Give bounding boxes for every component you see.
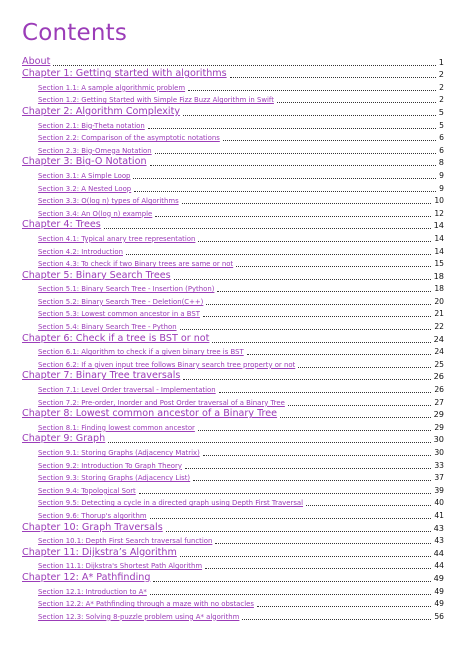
dot-leader <box>215 543 431 544</box>
toc-page-number: 2 <box>439 82 444 92</box>
toc-chapter-entry[interactable] <box>0 105 474 118</box>
toc-entry-link[interactable]: Section 9.4: Topological Sort <box>38 486 136 495</box>
toc-chapter-entry[interactable] <box>0 571 474 584</box>
toc-page-number: 37 <box>434 473 444 483</box>
toc-entry-link[interactable]: Section 7.1: Level Order traversal - Implementation <box>38 386 216 395</box>
toc-page-number: 43 <box>433 522 444 533</box>
toc-page-number: 20 <box>434 296 444 306</box>
toc-entry-link[interactable]: Chapter 8: Lowest common ancestor of a Binary Tree <box>22 408 278 420</box>
dot-leader <box>280 417 430 418</box>
toc-chapter-entry[interactable] <box>0 68 474 81</box>
toc-entry-link[interactable]: Chapter 11: Dijkstra’s Algorithm <box>22 546 177 558</box>
toc-chapter-entry[interactable] <box>0 433 474 446</box>
toc-page-number: 15 <box>434 259 444 269</box>
dot-leader <box>185 468 431 469</box>
dot-leader <box>298 367 431 368</box>
toc-page-number: 49 <box>434 599 444 609</box>
dot-leader <box>230 77 436 78</box>
toc-page-number: 39 <box>434 485 444 495</box>
page-title: Contents <box>22 20 128 46</box>
toc-section-entry[interactable] <box>0 257 474 270</box>
toc-page-number: 26 <box>433 371 444 382</box>
toc-entry-link[interactable]: Chapter 2: Algorithm Complexity <box>22 105 181 117</box>
dot-leader <box>148 128 436 129</box>
dot-leader <box>182 203 432 204</box>
toc-section-entry[interactable] <box>0 496 474 509</box>
toc-section-entry[interactable] <box>0 559 474 572</box>
dot-leader <box>134 191 436 192</box>
toc-page-number: 6 <box>439 133 444 143</box>
toc-section-entry[interactable] <box>0 206 474 219</box>
toc-section-entry[interactable] <box>0 357 474 370</box>
toc-entry-link[interactable]: Chapter 7: Binary Tree traversals <box>22 370 181 382</box>
toc-page-number: 18 <box>433 270 444 281</box>
dot-leader <box>139 493 432 494</box>
dot-leader <box>150 518 432 519</box>
toc-page-number: 21 <box>434 309 444 319</box>
toc-chapter-entry[interactable] <box>0 269 474 282</box>
toc-page-number: 56 <box>434 611 444 621</box>
toc-entry-link[interactable]: Chapter 10: Graph Traversals <box>22 521 163 533</box>
toc-section-entry[interactable] <box>0 445 474 458</box>
toc-entry-link[interactable]: Chapter 12: A* Pathfinding <box>22 571 151 583</box>
toc-entry-link[interactable]: Section 10.1: Depth First Search traversal function <box>38 537 213 546</box>
toc-page-number: 30 <box>434 448 444 457</box>
toc-section-entry[interactable] <box>0 231 474 244</box>
toc-page-number: 33 <box>434 460 444 470</box>
toc-page-number: 8 <box>438 157 444 168</box>
dot-leader <box>174 279 431 280</box>
dot-leader <box>108 442 430 443</box>
dot-leader <box>217 291 431 292</box>
toc-page-number: 44 <box>434 561 444 571</box>
toc-section-entry[interactable] <box>0 93 474 106</box>
toc-entry-link[interactable]: Section 3.1: A Simple Loop <box>38 171 131 180</box>
toc-section-entry[interactable] <box>0 80 474 93</box>
toc-page-number: 14 <box>434 233 444 243</box>
toc-page-number: 14 <box>433 220 444 231</box>
toc-section-entry[interactable] <box>0 395 474 408</box>
dot-leader <box>53 65 435 66</box>
toc-page-number: 9 <box>439 183 444 193</box>
toc-entry-link[interactable]: Chapter 1: Getting started with algorithms <box>22 68 227 80</box>
toc-page-number: 14 <box>434 246 444 256</box>
dot-leader <box>166 531 431 532</box>
toc-chapter-entry[interactable] <box>0 156 474 169</box>
toc-page-number: 10 <box>434 196 444 206</box>
toc-section-entry[interactable] <box>0 584 474 597</box>
dot-leader <box>203 316 431 317</box>
toc-entry-link[interactable]: Section 4.3: To check if two Binary trees are same or not <box>38 260 234 269</box>
toc-entry-link[interactable]: Section 2.2: Comparison of the asymptotic notations <box>38 134 220 143</box>
toc-chapter-entry[interactable] <box>0 55 474 68</box>
toc-page-number: 18 <box>434 284 444 294</box>
toc-entry-link[interactable]: Chapter 4: Trees <box>22 219 101 231</box>
toc-entry-link[interactable]: Section 2.3: Big-Omega Notation <box>38 146 152 155</box>
toc-page-number: 24 <box>434 347 444 357</box>
toc-entry-link[interactable]: Section 5.1: Binary Search Tree - Insertion (Python) <box>38 285 215 294</box>
toc-entry-link[interactable]: Chapter 9: Graph <box>22 433 106 445</box>
toc-entry-link[interactable]: Section 9.6: Thorup's algorithm <box>38 511 147 520</box>
toc-entry-link[interactable]: Section 3.2: A Nested Loop <box>38 184 132 193</box>
toc-section-entry[interactable] <box>0 319 474 332</box>
dot-leader <box>188 90 436 91</box>
toc-page-number: 27 <box>434 397 444 407</box>
toc-entry-link[interactable]: Section 3.4: An O(log n) example <box>38 209 153 218</box>
toc-page-number: 6 <box>439 145 444 155</box>
dot-leader <box>205 568 431 569</box>
toc-section-entry[interactable] <box>0 508 474 521</box>
toc-entry-link[interactable]: Section 5.2: Binary Search Tree - Deletion(C++) <box>38 297 204 306</box>
dot-leader <box>104 228 431 229</box>
toc-section-entry[interactable] <box>0 534 474 547</box>
toc-page-number: 30 <box>433 434 444 445</box>
toc-section-entry[interactable] <box>0 345 474 358</box>
toc-section-entry[interactable] <box>0 118 474 131</box>
dot-leader <box>257 606 431 607</box>
toc-section-entry[interactable] <box>0 294 474 307</box>
toc-section-entry[interactable] <box>0 194 474 207</box>
toc-page-number: 2 <box>438 69 444 80</box>
dot-leader <box>247 354 432 355</box>
toc-entry-link[interactable]: Section 12.1: Introduction to A* <box>38 587 147 596</box>
toc-section-entry[interactable] <box>0 131 474 144</box>
toc-page-number: 2 <box>439 95 444 105</box>
toc-page-number: 29 <box>433 409 444 420</box>
toc-section-entry[interactable] <box>0 168 474 181</box>
dot-leader <box>150 594 431 595</box>
dot-leader <box>236 266 431 267</box>
toc-entry-link[interactable]: Section 8.1: Finding lowest common ancestor <box>38 423 195 432</box>
toc-page-number: 22 <box>434 322 444 332</box>
dot-leader <box>206 304 431 305</box>
toc-entry-link[interactable]: Section 5.3: Lowest common ancestor in a BST <box>38 310 200 319</box>
dot-leader <box>155 153 437 154</box>
toc-entry-link[interactable]: Section 9.2: Introduction To Graph Theory <box>38 461 182 470</box>
toc-chapter-entry[interactable] <box>0 521 474 534</box>
toc-section-entry[interactable] <box>0 307 474 320</box>
dot-leader <box>180 329 432 330</box>
toc-page-number: 49 <box>433 572 444 583</box>
toc-page-number: 9 <box>439 170 444 180</box>
toc-entry-link[interactable]: Section 12.3: Solving 8-puzzle problem using A* algorithm <box>38 612 240 621</box>
toc-entry-link[interactable]: Section 1.2: Getting Started with Simple Fizz Buzz Algorithm in Swift <box>38 96 274 105</box>
toc-chapter-entry[interactable] <box>0 332 474 345</box>
toc-page-number: 29 <box>434 422 444 432</box>
toc-section-entry[interactable] <box>0 181 474 194</box>
toc-entry-link[interactable]: About <box>22 55 51 67</box>
toc-entry-link[interactable]: Section 9.3: Storing Graphs (Adjacency List) <box>38 474 191 483</box>
toc-entry-link[interactable]: Section 7.2: Pre-order, Inorder and Post Order traversal of a Binary Tree <box>38 398 285 407</box>
toc-entry-link[interactable]: Chapter 6: Check if a tree is BST or not <box>22 332 210 344</box>
toc-section-entry[interactable] <box>0 143 474 156</box>
dot-leader <box>223 140 436 141</box>
toc-page-number: 44 <box>433 547 444 558</box>
dot-leader <box>242 619 431 620</box>
toc-section-entry[interactable] <box>0 282 474 295</box>
toc-page-number: 24 <box>433 333 444 344</box>
toc-entry-link[interactable]: Section 1.1: A sample algorithmic problem <box>38 83 186 92</box>
dot-leader <box>277 102 436 103</box>
toc-section-entry[interactable] <box>0 609 474 622</box>
toc-entry-link[interactable]: Section 6.1: Algorithm to check if a given binary tree is BST <box>38 348 244 357</box>
toc-entry-link[interactable]: Section 9.1: Storing Graphs (Adjacency Matrix) <box>38 449 200 457</box>
toc-entry-link[interactable]: Section 2.1: Big-Theta notation <box>38 121 145 130</box>
toc-entry-link[interactable]: Section 5.4: Binary Search Tree - Python <box>38 323 177 332</box>
toc-section-entry[interactable] <box>0 382 474 395</box>
toc-entry-link[interactable]: Section 4.1: Typical anary tree representation <box>38 234 196 243</box>
toc-section-entry[interactable] <box>0 420 474 433</box>
toc-chapter-entry[interactable] <box>0 219 474 232</box>
toc-entry-link[interactable]: Chapter 3: Big-O Notation <box>22 156 147 168</box>
dot-leader <box>180 556 431 557</box>
dot-leader <box>203 455 432 456</box>
toc-section-entry[interactable] <box>0 458 474 471</box>
toc-entry-link[interactable]: Section 6.2: If a given input tree follows Binary search tree property or not <box>38 360 296 369</box>
toc-entry-link[interactable]: Section 9.5: Detecting a cycle in a directed graph using Depth First Traversal <box>38 499 304 508</box>
toc-page-number: 26 <box>434 385 444 395</box>
toc-section-entry[interactable] <box>0 244 474 257</box>
toc-section-entry[interactable] <box>0 471 474 484</box>
toc-page-number: 5 <box>439 120 444 130</box>
toc-section-entry[interactable] <box>0 483 474 496</box>
toc-entry-link[interactable]: Section 3.3: O(log n) types of Algorithms <box>38 197 179 206</box>
toc-entry-link[interactable]: Section 4.2: Introduction <box>38 247 123 256</box>
toc-chapter-entry[interactable] <box>0 546 474 559</box>
dot-leader <box>306 505 431 506</box>
toc-page-number: 12 <box>434 208 444 218</box>
dot-leader <box>126 254 431 255</box>
toc-entry-link[interactable]: Section 12.2: A* Pathfinding through a maze with no obstacles <box>38 600 254 609</box>
dot-leader <box>183 115 436 116</box>
toc-page-number: 1 <box>438 56 444 67</box>
dot-leader <box>155 216 431 217</box>
toc-section-entry[interactable] <box>0 597 474 610</box>
dot-leader <box>193 480 431 481</box>
table-of-contents <box>0 55 474 622</box>
dot-leader <box>183 379 430 380</box>
toc-entry-link[interactable]: Section 11.1: Dijkstra's Shortest Path Algorithm <box>38 562 203 571</box>
toc-entry-link[interactable]: Chapter 5: Binary Search Trees <box>22 269 171 281</box>
toc-page-number: 5 <box>438 106 444 117</box>
toc-page-number: 40 <box>434 498 444 508</box>
toc-chapter-entry[interactable] <box>0 408 474 421</box>
toc-page-number: 25 <box>434 359 444 369</box>
dot-leader <box>153 581 430 582</box>
dot-leader <box>219 392 432 393</box>
dot-leader <box>150 165 436 166</box>
dot-leader <box>198 241 431 242</box>
dot-leader <box>288 405 431 406</box>
toc-page-number: 49 <box>434 586 444 596</box>
dot-leader <box>212 342 430 343</box>
dot-leader <box>133 178 436 179</box>
toc-chapter-entry[interactable] <box>0 370 474 383</box>
toc-page-number: 43 <box>434 536 444 546</box>
toc-page-number: 41 <box>434 510 444 520</box>
dot-leader <box>198 430 431 431</box>
